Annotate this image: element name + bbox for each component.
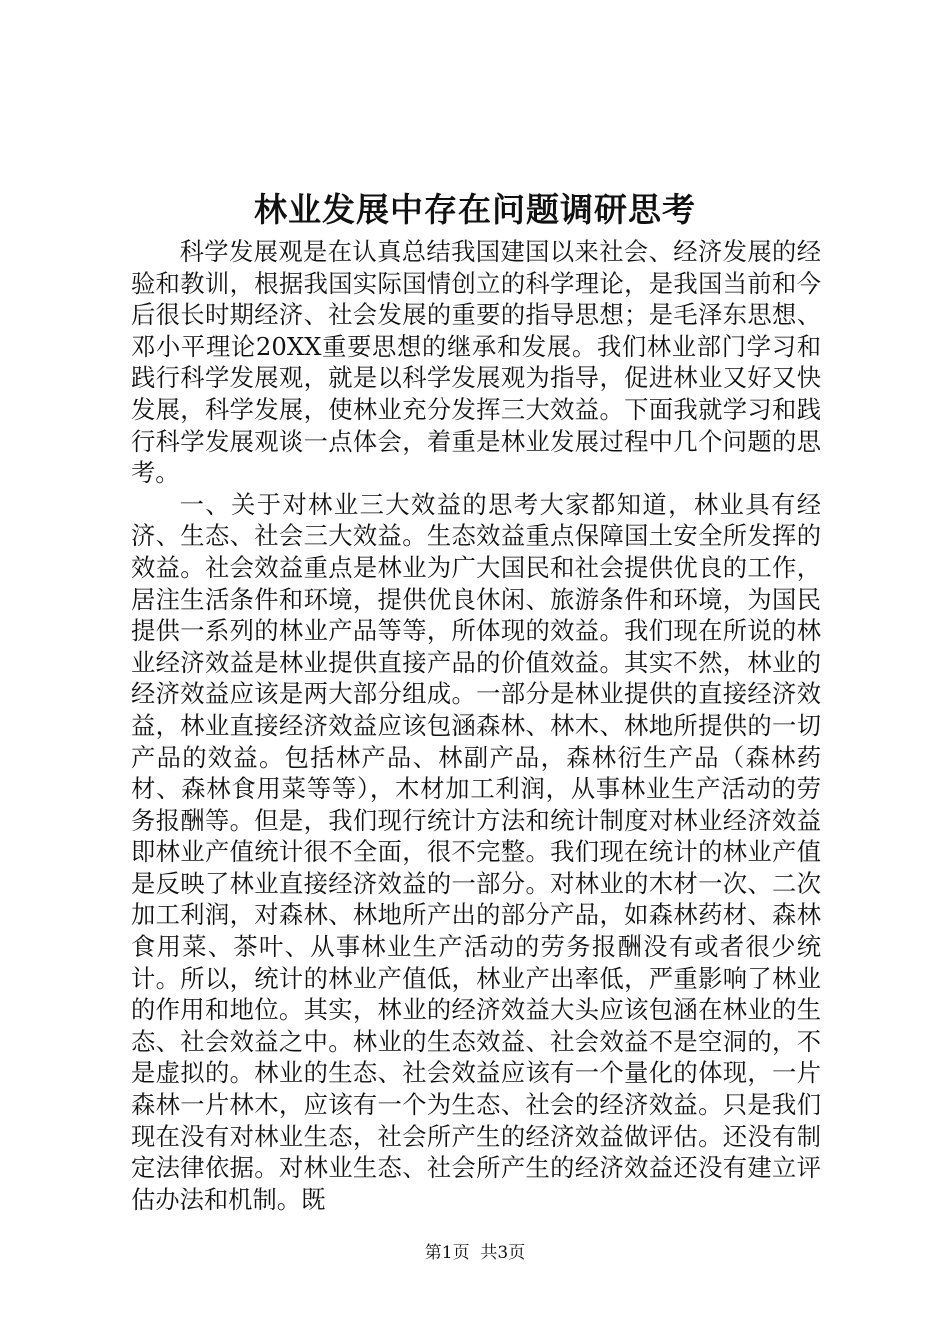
document-body	[131, 236, 821, 1215]
paragraph-section-one: 一、关于对林业三大效益的思考大家都知道，林业具有经济、生态、社会三大效益。生态效益重点保障国土安全所发挥的效益。社会效益重点是林业为广大国民和社会提供优良的工作，居注生活条件和环境，提供优良休闲、旅游条件和环境，为国民提供一系列的林业产品等等，所体现的效益。我们现在所说的林业经济效益是林业提供直接产品的价值效益。其实不然，林业的经济效益应该是两大部分组成。一部分是林业提供的直接经济效益，林业直接经济效益应该包涵森林、林木、林地所提供的一切产品的效益。包括林产品、林副产品，森林衍生产品（森林药材、森林食用菜等等），木材加工利润，从事林业生产活动的劳务报酬等。但是，我们现行统计方法和统计制度对林业经济效益即林业产值统计很不全面，很不完整。我们现在统计的林业产值是反映了林业直接经济效益的一部分。对林业的木材一次、二次加工利润，对森林、林地所产出的部分产品，如森林药材、森林食用菜、茶叶、从事林业生产活动的劳务报酬没有或者很少统计。所以，统计的林业产值低，林业产出率低，严重影响了林业的作用和地位。其实，林业的经济效益大头应该包涵在林业的生态、社会效益之中。林业的生态效益、社会效益不是空洞的，不是虚拟的。林业的生态、社会效益应该有一个量化的体现，一片森林一片林木，应该有一个为生态、社会的经济效益。只是我们现在没有对林业生态，社会所产生的经济效益做评估。还没有制定法律依据。对林业生态、社会所产生的经济效益还没有建立评估办法和机制。既	[131, 489, 821, 1214]
document-title: 林业发展中存在问题调研思考	[254, 190, 696, 229]
page-number: 第1页	[424, 1243, 470, 1263]
page-total: 共3页	[480, 1243, 526, 1263]
footer-spacer	[470, 1243, 481, 1263]
paragraph-intro: 科学发展观是在认真总结我国建国以来社会、经济发展的经验和教训，根据我国实际国情创立的科学理论，是我国当前和今后很长时期经济、社会发展的重要的指导思想；是毛泽东思想、邓小平理论20XX重要思想的继承和发展。我们林业部门学习和践行科学发展观，就是以科学发展观为指导，促进林业又好又快发展，科学发展，使林业充分发挥三大效益。下面我就学习和践行科学发展观谈一点体会，着重是林业发展过程中几个问题的思考。	[131, 237, 821, 488]
page-footer	[0, 1242, 950, 1264]
